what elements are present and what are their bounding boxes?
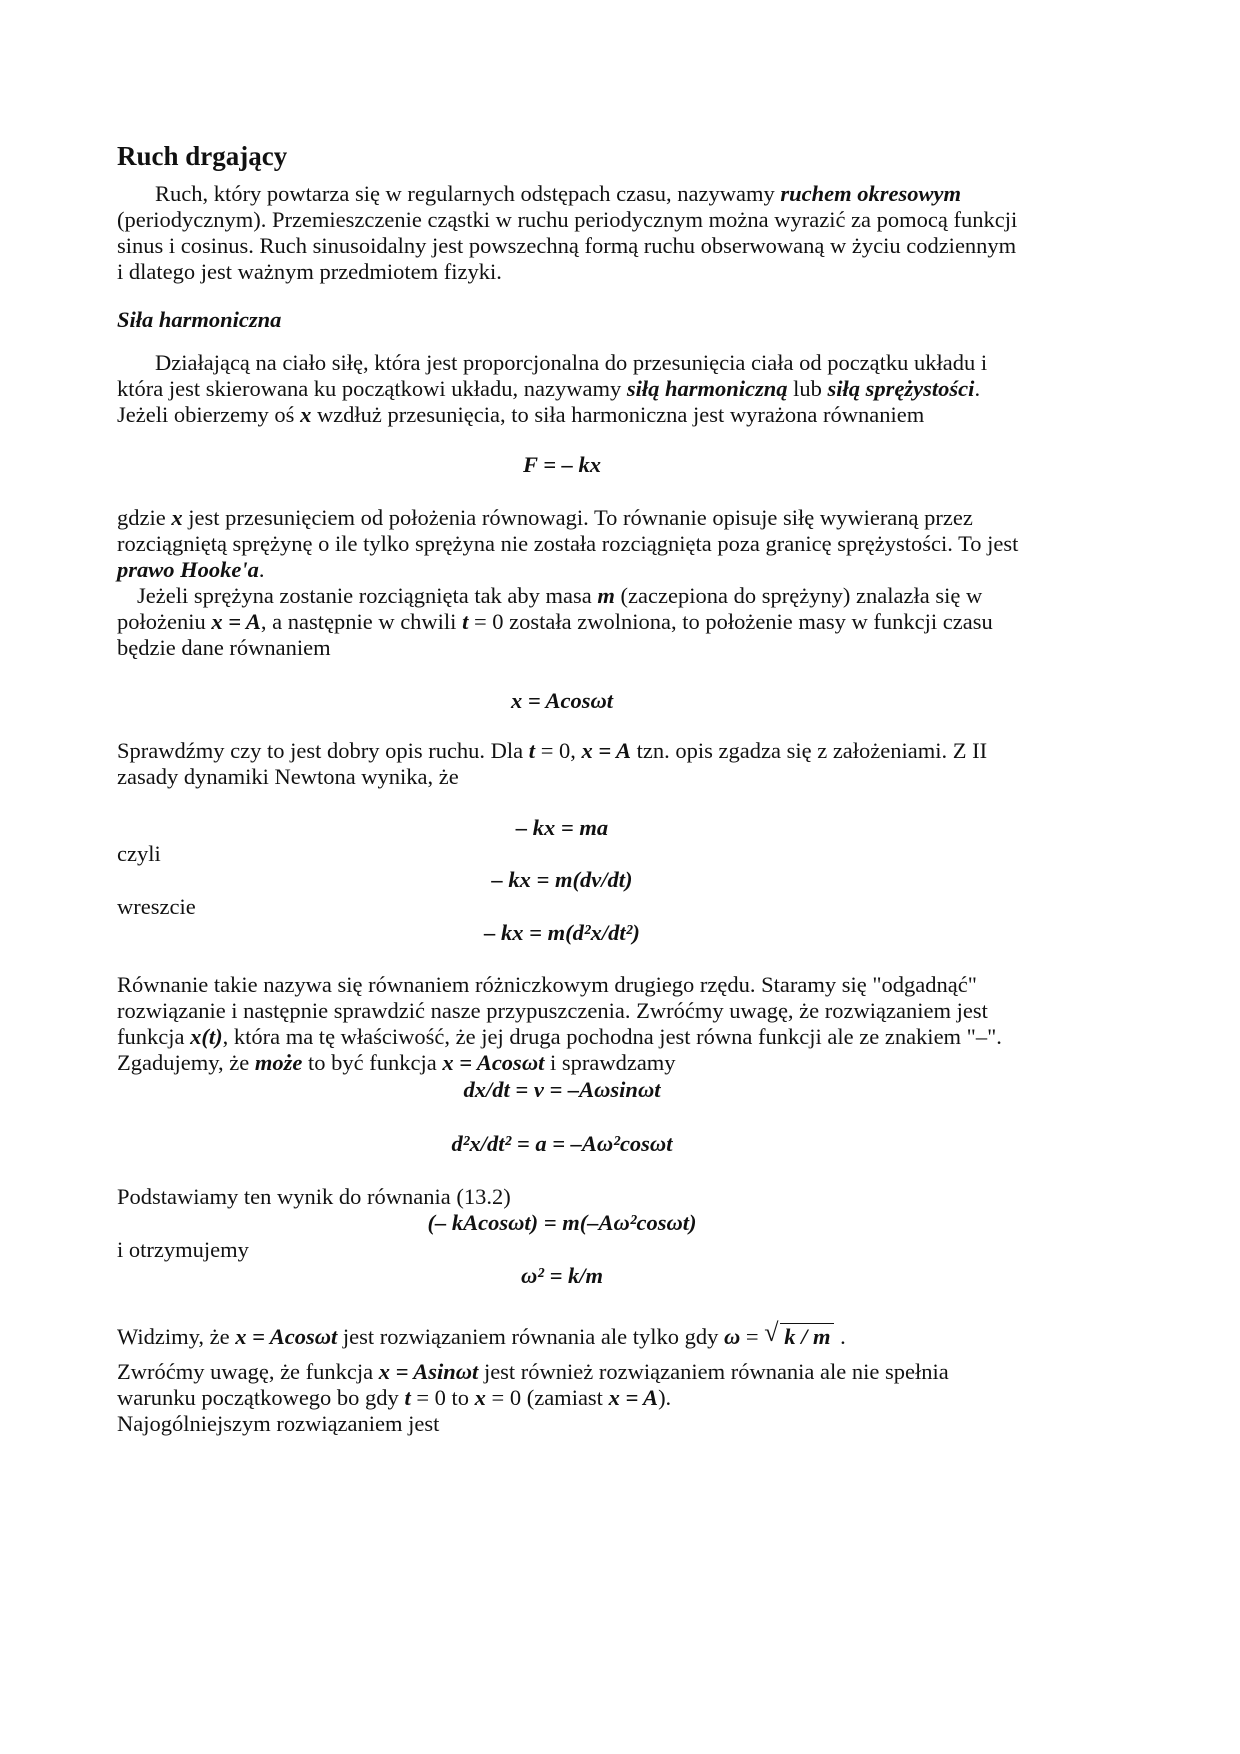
text-line xyxy=(117,737,987,766)
radical-sign-icon: √ xyxy=(764,1318,779,1347)
text-span: = 0 (zamiast xyxy=(485,1385,609,1410)
expr-sin-solution: x = Asinωt xyxy=(378,1359,479,1384)
term-harmonic-force: siłą harmoniczną xyxy=(626,376,788,401)
equation-second-derivative: – kx = m(d²x/dt²) xyxy=(484,920,640,945)
text-span: jest przesunięciem od położenia równowagi. To równanie opisuje siłę wywieraną przez xyxy=(182,505,973,530)
text-line: (periodycznym). Przemieszczenie cząstki w ruchu periodycznym można wyrazić za pomocą funkcji xyxy=(117,207,1018,232)
text-line: Najogólniejszym rozwiązaniem jest xyxy=(117,1411,440,1436)
equation-substitution: (– kAcosωt) = m(–Aω²cosωt) xyxy=(427,1210,697,1235)
text-line: rozwiązanie i następnie sprawdzić nasze przypuszczenia. Zwróćmy uwagę, że rozwiązaniem jest xyxy=(117,998,988,1023)
text-span: położeniu xyxy=(117,609,212,634)
text-span: warunku początkowego bo gdy xyxy=(117,1385,405,1410)
text-line: Działającą na ciało siłę, która jest proporcjonalna do przesunięcia ciała od początku układu i xyxy=(155,350,988,375)
equation-cos-solution: x = Acosωt xyxy=(510,688,613,713)
term-elastic-force: siłą sprężystości xyxy=(827,376,975,401)
var-t: t xyxy=(404,1385,411,1410)
text-line xyxy=(117,1384,671,1413)
text-span: Sprawdźmy czy to jest dobry opis ruchu. Dla xyxy=(117,738,529,763)
text-line: zasady dynamiki Newtona wynika, że xyxy=(117,764,459,789)
section-heading: Siła harmoniczna xyxy=(117,307,282,332)
var-x: x xyxy=(300,402,312,427)
text-line xyxy=(117,608,993,637)
text-line: sinus i cosinus. Ruch sinusoidalny jest powszechną formą ruchu obserwowaną w życiu codziennym xyxy=(117,233,1017,258)
text-span: Zwróćmy uwagę, że funkcja xyxy=(117,1359,379,1384)
text-span: ). xyxy=(658,1385,672,1410)
equation-velocity-derivative: – kx = m(dv/dt) xyxy=(491,867,633,892)
text-span: funkcja xyxy=(117,1024,191,1049)
text-line xyxy=(117,1049,676,1078)
text-span: Zgadujemy, że xyxy=(117,1050,255,1075)
text-line xyxy=(117,1318,846,1352)
text-span: lub xyxy=(787,376,828,401)
text-span: = xyxy=(740,1324,765,1349)
radicand: k / m xyxy=(780,1323,834,1349)
word-wreszcie: wreszcie xyxy=(117,894,196,919)
text-span: . xyxy=(258,557,265,582)
text-line xyxy=(117,401,924,430)
var-omega: ω xyxy=(723,1324,741,1349)
expr-x-equals-A: x = A xyxy=(608,1385,659,1410)
text-line xyxy=(117,1023,1002,1052)
var-x: x xyxy=(474,1385,486,1410)
text-span: (zaczepiona do sprężyny) znalazła się w xyxy=(614,583,983,608)
var-x: x xyxy=(171,505,183,530)
text-span: Ruch, który powtarza się w regularnych odstępach czasu, nazywamy xyxy=(155,181,781,206)
text-line: rozciągniętą sprężynę o ile tylko sprężyna nie została rozciągnięta poza granicę sprężystości. To jest xyxy=(117,531,1019,556)
text-line xyxy=(117,375,980,404)
text-span: która jest skierowana ku początkowi układu, nazywamy xyxy=(117,376,627,401)
equation-acceleration: d²x/dt² = a = –Aω²cosωt xyxy=(451,1131,673,1156)
page-title: Ruch drgający xyxy=(117,141,288,171)
text-line xyxy=(117,556,265,585)
expr-cos-solution: x = Acosωt xyxy=(235,1324,338,1349)
text-span: . xyxy=(974,376,981,401)
text-span: gdzie xyxy=(117,505,172,530)
expr-x-of-t: x(t) xyxy=(190,1024,223,1049)
text-span: to być funkcja xyxy=(302,1050,443,1075)
expr-x-equals-A: x = A xyxy=(211,609,261,634)
text-span: wzdłuż przesunięcia, to siła harmoniczna jest wyrażona równaniem xyxy=(311,402,925,427)
expr-x-equals-A: x = A xyxy=(581,738,632,763)
term-hookes-law: prawo Hooke'a xyxy=(117,557,259,582)
text-span: Jeżeli obierzemy oś xyxy=(117,402,301,427)
equation-omega-squared: ω² = k/m xyxy=(520,1263,604,1288)
text-span: tzn. opis zgadza się z założeniami. Z II xyxy=(631,738,988,763)
text-line: będzie dane równaniem xyxy=(117,635,331,660)
text-span: . xyxy=(834,1324,846,1349)
text-line: Równanie takie nazywa się równaniem różniczkowym drugiego rzędu. Staramy się "odgadnąć" xyxy=(117,972,977,997)
text-span: Widzimy, że xyxy=(117,1324,236,1349)
text-span: jest również rozwiązaniem równania ale nie spełnia xyxy=(478,1359,949,1384)
text-span: = 0, xyxy=(535,738,582,763)
text-span: i sprawdzamy xyxy=(544,1050,676,1075)
var-t: t xyxy=(528,738,536,763)
text-span: Jeżeli sprężyna zostanie rozciągnięta tak aby masa xyxy=(137,583,598,608)
text-line: i otrzymujemy xyxy=(117,1237,249,1262)
var-m: m xyxy=(597,583,615,608)
text-span: = 0 to xyxy=(410,1385,475,1410)
text-span: , a następnie w chwili xyxy=(260,609,463,634)
equation-velocity: dx/dt = v = –Aωsinωt xyxy=(463,1077,661,1102)
equation-newton: – kx = ma xyxy=(515,815,609,840)
word-czyli: czyli xyxy=(117,841,161,866)
text-span: jest rozwiązaniem równania ale tylko gdy xyxy=(337,1324,724,1349)
text-line xyxy=(117,180,961,209)
text-span: = 0 została zwolniona, to położenie masy w funkcji czasu xyxy=(468,609,993,634)
text-span: , która ma tę właściwość, że jej druga pochodna jest równa funkcji ale ze znakiem "–". xyxy=(222,1024,1002,1049)
expr-cos-solution: x = Acosωt xyxy=(442,1050,545,1075)
equation-hooke: F = – kx xyxy=(522,452,602,477)
term-periodic-motion: ruchem okresowym xyxy=(780,181,962,206)
text-line: i dlatego jest ważnym przedmiotem fizyki. xyxy=(117,259,502,284)
emphasis-may: może xyxy=(254,1050,303,1075)
text-line xyxy=(117,1358,949,1387)
square-root xyxy=(764,1318,834,1352)
text-line: Podstawiamy ten wynik do równania (13.2) xyxy=(117,1184,511,1209)
text-line xyxy=(117,582,982,611)
var-t: t xyxy=(462,609,469,634)
text-line xyxy=(117,504,973,533)
